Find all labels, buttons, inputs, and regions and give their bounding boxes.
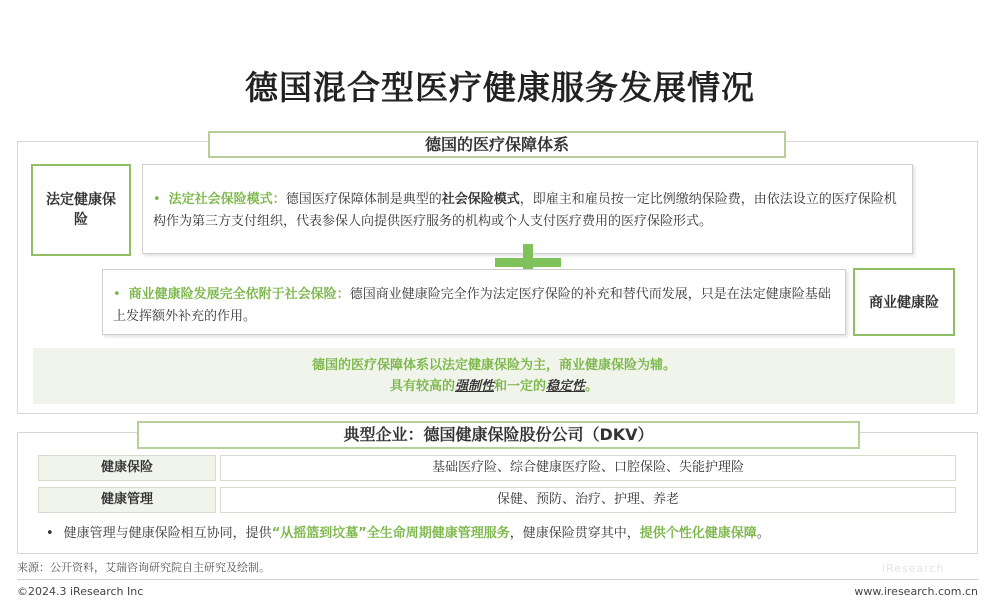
legal-desc-text-a: 德国医疗保障体制是典型的: [285, 192, 442, 207]
legal-insurance-description: [142, 164, 913, 254]
row-value: 保健、预防、治疗、护理、养老: [220, 487, 956, 513]
table-row: [38, 455, 956, 481]
system-summary: [33, 348, 955, 404]
bullet-icon: •: [46, 526, 54, 541]
legal-desc-strong: 社会保险模式: [441, 192, 520, 207]
summary-line-1: 德国的医疗保障体系以法定健康保险为主，商业健康保险为辅。: [311, 358, 676, 373]
row-label: 健康保险: [38, 455, 216, 481]
legal-health-insurance-label: 法定健康保险: [31, 164, 131, 256]
emphasis-stability: 稳定性: [546, 379, 586, 394]
footer-divider: [17, 579, 978, 580]
row-value: 基础医疗险、综合健康医疗险、口腔保险、失能护理险: [220, 455, 956, 481]
emphasis-mandatory: 强制性: [454, 379, 494, 394]
bullet-icon: •: [153, 192, 161, 207]
enterprise-note: • 健康管理与健康保险相互协同，提供“从摇篮到坟墓”全生命周期健康管理服务，健康保险贯穿其中，提供个性化健康保障。: [46, 526, 770, 541]
legal-desc-text-b: ，即雇主和雇员按一定比例缴纳保险费，由依法设立的医疗保险机构作为第三方支付组织，代表参保人向提供医疗服务的机构或个人支付医疗费用的医疗保险形式。: [153, 192, 897, 229]
table-row: [38, 487, 956, 513]
summary-line-2: 具有较高的强制性和一定的稳定性。: [389, 379, 599, 394]
page-title: 德国混合型医疗健康服务发展情况: [245, 68, 755, 107]
note-highlight-personalized: 提供个性化健康保障: [639, 526, 757, 541]
medical-system-header: 德国的医疗保障体系: [208, 131, 786, 158]
commercial-insurance-description: [102, 269, 846, 335]
note-highlight-lifecycle: “从摇篮到坟墓”全生命周期健康管理服务: [271, 526, 510, 541]
row-label: 健康管理: [38, 487, 216, 513]
commercial-desc-lead: 商业健康险发展完全依附于社会保险：: [128, 287, 350, 302]
legal-desc-lead: 法定社会保险模式：: [168, 192, 286, 207]
commercial-health-insurance-label: 商业健康险: [853, 268, 955, 336]
typical-enterprise-header: 典型企业：德国健康保险股份公司（DKV）: [137, 421, 860, 449]
website-link[interactable]: www.iresearch.com.cn: [854, 585, 978, 598]
watermark: iResearch: [882, 562, 945, 575]
bullet-icon: •: [113, 287, 121, 302]
copyright: ©2024.3 iResearch Inc: [17, 585, 144, 598]
commercial-desc-text: 德国商业健康险完全作为法定医疗保险的补充和替代而发展，只是在法定健康险基础上发挥额外补充的作用。: [113, 287, 831, 324]
source-note: 来源：公开资料，艾瑞咨询研究院自主研究及绘制。: [17, 561, 270, 574]
